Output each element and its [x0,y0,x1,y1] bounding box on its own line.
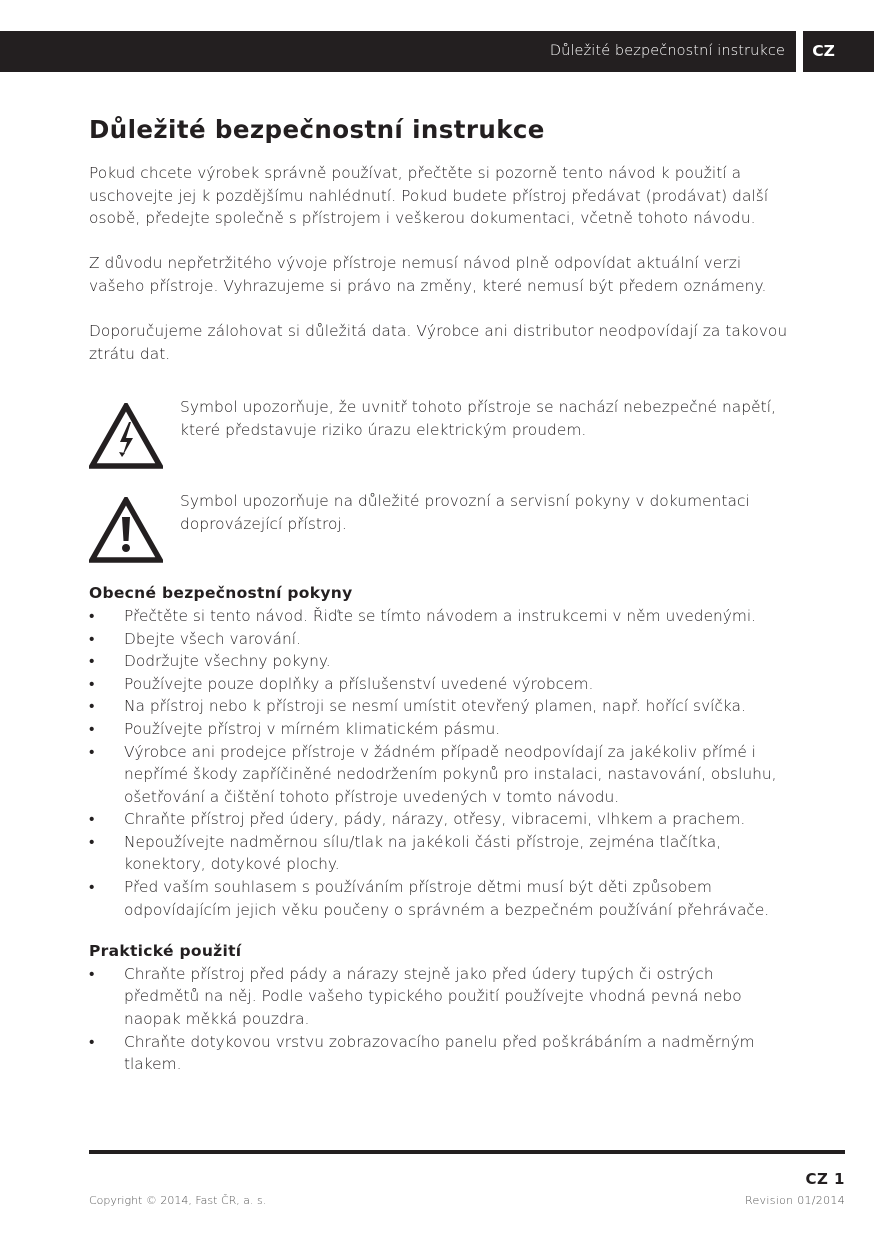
main-content [89,110,789,1076]
page-title: Důležité bezpečnostní instrukce [89,115,545,144]
exclamation-warning-icon [89,497,163,563]
list-item: • Chraňte dotykovou vrstvu zobrazovacího panelu před poškrábáním a nadměrným tlakem. [89,1031,789,1076]
list-item: • Na přístroj nebo k přístroji se nesmí umístit otevřený plamen, např. hořící svíčka. [89,695,789,718]
list-item: • Dodržujte všechny pokyny. [89,650,789,673]
footer-divider [89,1150,845,1154]
warning-general [89,492,789,567]
list-item: • Používejte přístroj v mírném klimatickém pásmu. [89,718,789,741]
warning-electric [89,398,789,473]
general-safety-list [89,605,789,921]
practical-use-list [89,963,789,1076]
header-bar [0,31,874,72]
page-number: CZ 1 [805,1170,845,1188]
list-item: • Před vaším souhlasem s používáním přístroje dětmi musí být děti způsobem odpovídajícím jejich věku poučeny o správném a bezpečném používání přehrávače. [89,876,789,921]
warning-electric-text: Symbol upozorňuje, že uvnitř tohoto přístroje se nachází nebezpečné napětí, které představuje riziko úrazu elektrickým proudem. [180,398,776,439]
list-item: • Dbejte všech varování. [89,628,789,651]
list-item: • Výrobce ani prodejce přístroje v žádném případě neodpovídají za jakékoliv přímé i nepřímé škody zapříčiněné nedodržením pokynů pro instalaci, nastavování, obsluhu, ošetřování a čištění tohoto přístroje uvedených v tomto návodu. [89,741,789,809]
revision-text: Revision 01/2014 [745,1194,845,1207]
intro-paragraph: Pokud chcete výrobek správně používat, přečtěte si pozorně tento návod k použití a uschovejte jej k pozdějšímu nahlédnutí. Pokud budete přístroj předávat (prodávat) další osobě, předejte společně s přístrojem i veškerou dokumentaci, včetně tohoto návodu. [89,164,769,228]
backup-paragraph: Doporučujeme zálohovat si důležitá data. Výrobce ani distributor neodpovídají za takovou ztrátu dat. [89,322,788,363]
practical-use-heading: Praktické použití [89,942,242,961]
list-item: • Přečtěte si tento návod. Řiďte se tímto návodem a instrukcemi v něm uvedenými. [89,605,789,628]
version-paragraph: Z důvodu nepřetržitého vývoje přístroje nemusí návod plně odpovídat aktuální verzi vašeho přístroje. Vyhrazujeme si právo na změny, které nemusí být předem oznámeny. [89,254,767,295]
list-item: • Nepoužívejte nadměrnou sílu/tlak na jakékoli části přístroje, zejména tlačítka, konektory, dotykové plochy. [89,831,789,876]
copyright-text: Copyright © 2014, Fast ČR, a. s. [89,1194,267,1207]
language-tab: CZ [812,42,835,60]
electric-hazard-icon [89,403,163,469]
list-item: • Používejte pouze doplňky a příslušenství uvedené výrobcem. [89,673,789,696]
header-title: Důležité bezpečnostní instrukce [549,43,785,59]
list-item: • Chraňte přístroj před údery, pády, nárazy, otřesy, vibracemi, vlhkem a prachem. [89,808,789,831]
general-safety-heading: Obecné bezpečnostní pokyny [89,584,353,603]
header-separator [796,31,803,72]
list-item: • Chraňte přístroj před pády a nárazy stejně jako před údery tupých či ostrých předmětů na něj. Podle vašeho typického použití používejte vhodná pevná nebo naopak měkká pouzdra. [89,963,789,1031]
warning-general-text: Symbol upozorňuje na důležité provozní a servisní pokyny v dokumentaci doprovázející přístroj. [180,492,750,533]
